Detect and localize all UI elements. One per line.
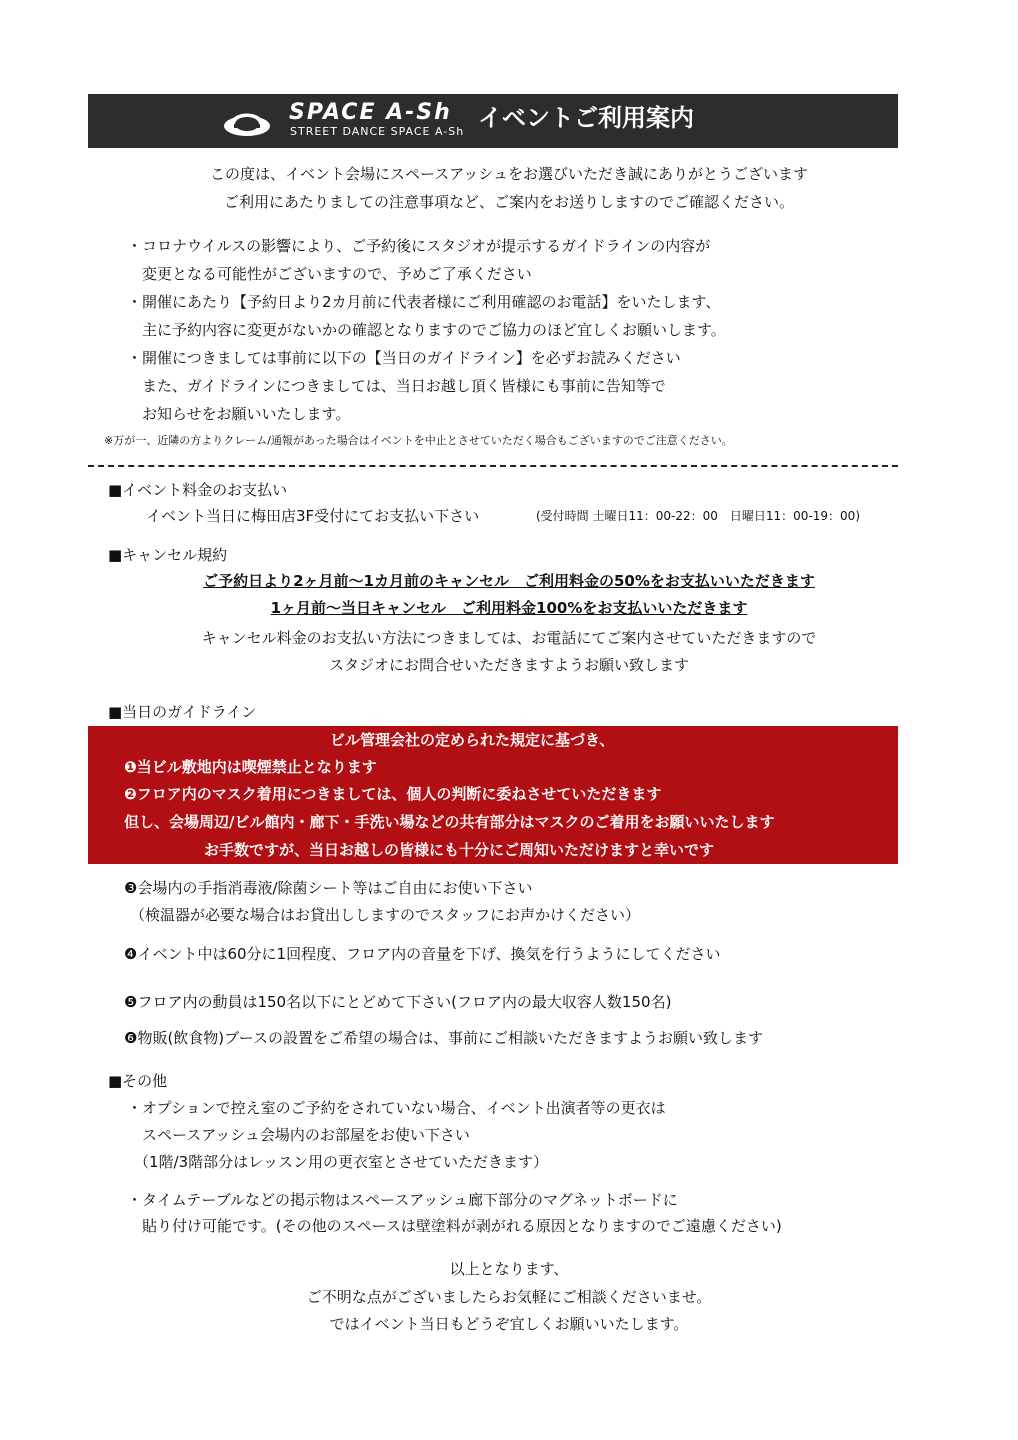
other-line: ・オプションで控え室のご予約をされていない場合、イベント出演者等の更衣は xyxy=(127,1099,666,1117)
note-line: また、ガイドラインにつきましては、当日お越し頂く皆様にも事前に告知等で xyxy=(142,377,666,395)
note-line: 変更となる可能性がございますので、予めご了承ください xyxy=(142,265,532,283)
payment-text: イベント当日に梅田店3F受付にてお支払い下さい xyxy=(146,507,480,525)
guideline-item-6: ❻物販(飲食物)ブースの設置をご希望の場合は、事前にご相談いただきますようお願い致します xyxy=(124,1029,763,1047)
cancel-note-1: キャンセル料金のお支払い方法につきましては、お電話にてご案内させていただきますので xyxy=(201,629,817,647)
other-line: スペースアッシュ会場内のお部屋をお使い下さい xyxy=(142,1126,470,1144)
payment-hours: (受付時間 土曜日11：00-22：00 日曜日11：00-19：00) xyxy=(536,509,860,523)
red-line: 但し、会場周辺/ビル館内・廊下・手洗い場などの共有部分はマスクのご着用をお願いいたします xyxy=(124,813,775,831)
other-line: （1階/3階部分はレッスン用の更衣室とさせていただきます） xyxy=(134,1153,548,1171)
guideline-heading: ■当日のガイドライン xyxy=(108,703,257,721)
cancel-heading: ■キャンセル規約 xyxy=(108,546,228,564)
guideline-item-5: ❺フロア内の動員は150名以下にとどめて下さい(フロア内の最大収容人数150名) xyxy=(124,993,672,1011)
red-line: お手数ですが、当日お越しの皆様にも十分にご周知いただけますと幸いです xyxy=(204,841,715,859)
closing-line-2: ご不明な点がございましたらお気軽にご相談くださいませ。 xyxy=(306,1288,712,1306)
other-heading: ■その他 xyxy=(108,1072,168,1090)
closing-line-3: ではイベント当日もどうぞ宜しくお願いいたします。 xyxy=(329,1315,689,1333)
guideline-item-3-sub: （検温器が必要な場合はお貸出ししますのでスタッフにお声かけください） xyxy=(130,906,641,924)
red-line: ❷フロア内のマスク着用につきましては、個人の判断に委ねさせていただきます xyxy=(124,785,662,803)
space-ash-logo-icon xyxy=(222,104,272,140)
guideline-item-3: ❸会場内の手指消毒液/除菌シート等はご自由にお使い下さい xyxy=(124,879,533,897)
page-title: イベントご利用案内 xyxy=(478,104,694,132)
intro-line-2: ご利用にあたりましての注意事項など、ご案内をお送りしますのでご確認ください。 xyxy=(223,193,794,211)
note-line: お知らせをお願いいたします。 xyxy=(142,405,351,423)
section-divider xyxy=(88,465,898,467)
cancel-rule-1: ご予約日より2ヶ月前〜1カ月前のキャンセル ご利用料金の50%をお支払いいただきます xyxy=(203,572,815,590)
cancel-rule-2: 1ヶ月前〜当日キャンセル ご利用料金100%をお支払いいただきます xyxy=(270,599,748,617)
note-line: ・開催にあたり【予約日より2カ月前に代表者様にご利用確認のお電話】をいたします、 xyxy=(127,293,721,311)
brand-subtitle: STREET DANCE SPACE A-Sh xyxy=(290,125,465,138)
other-line: ・タイムテーブルなどの掲示物はスペースアッシュ廊下部分のマグネットボードに xyxy=(127,1191,678,1209)
closing-line-1: 以上となります、 xyxy=(449,1260,569,1278)
cancel-note-2: スタジオにお問合せいただきますようお願い致します xyxy=(328,656,689,674)
payment-heading: ■イベント料金のお支払い xyxy=(108,481,288,499)
warning-note: ※万が一、近隣の方よりクレーム/通報があった場合はイベントを中止とさせていただく場合もございますのでご注意ください。 xyxy=(104,434,733,447)
other-line: 貼り付け可能です。(その他のスペースは壁塗料が剥がれる原因となりますのでご遠慮ください) xyxy=(142,1217,782,1235)
guideline-item-4: ❹イベント中は60分に1回程度、フロア内の音量を下げ、換気を行うようにしてください xyxy=(124,945,721,963)
intro-line-1: この度は、イベント会場にスペースアッシュをお選びいただき誠にありがとうございます xyxy=(210,165,808,183)
red-line: ビル管理会社の定められた規定に基づき、 xyxy=(330,731,615,749)
note-line: 主に予約内容に変更がないかの確認となりますのでご協力のほど宜しくお願いします。 xyxy=(142,321,726,339)
red-line: ❶当ビル敷地内は喫煙禁止となります xyxy=(124,758,377,776)
note-line: ・開催につきましては事前に以下の【当日のガイドライン】を必ずお読みください xyxy=(127,349,681,367)
note-line: ・コロナウイルスの影響により、ご予約後にスタジオが提示するガイドラインの内容が xyxy=(127,237,711,255)
brand-name: SPACE A-Sh xyxy=(289,100,452,125)
